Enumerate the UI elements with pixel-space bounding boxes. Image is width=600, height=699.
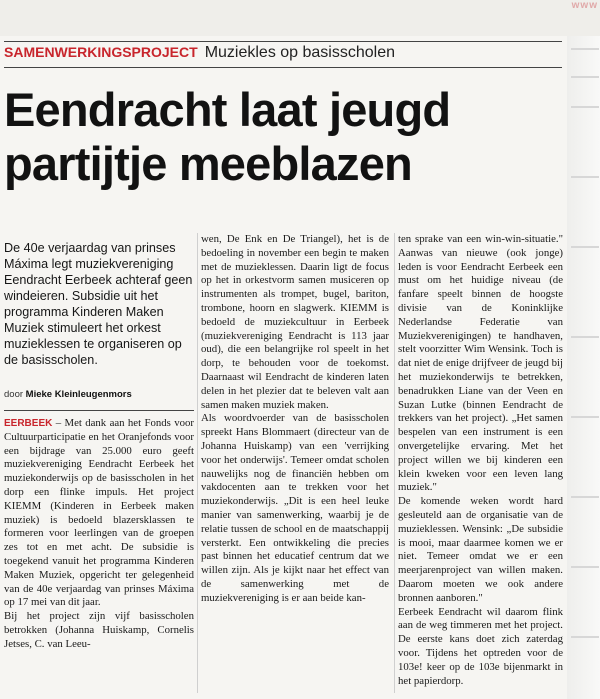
adjacent-article-edge xyxy=(567,36,600,699)
body-paragraph: ten sprake van een win-win-situatie." Aanwas van nieuwe (ook jonge) leden is voor Eendracht Eerbeek een must om het huidige niveau (de fanfare speelt binnen de hoogste divisie van de Koninklijke Nederlandse Federatie van Muziekverenigingen) te handhaven, stelt voorzitter Wim Wensink. Toch is dat niet de enige drijfveer de jeugd bij het muziekonderwijs te betrekken, benadrukken Liane van der Veen en Suzan Lutke (binnen Eendracht de trekkers van het project). „Het samen bespelen van een instrument is een onvergetelijke ervaring. Met het project willen we bij kinderen een klein kweken voor een leven lang muziek." xyxy=(398,233,563,494)
category-label: SAMENWERKINGSPROJECT xyxy=(4,44,198,60)
subcategory-label: Muziekles op basisscholen xyxy=(204,44,396,61)
byline xyxy=(4,389,204,400)
dateline: EERBEEK xyxy=(4,418,53,429)
body-paragraph: wen, De Enk en De Triangel), het is de bedoeling in november een begin te maken met de muzieklessen. Daarin ligt de focus op het in orkestvorm samen musiceren op instrumenten als trompet, bugel, bariton, trombone, hoorn en slagwerk. KIEMM is bedoeld de muziekcultuur in Eerbeek (muziekvereniging Eendracht is 113 jaar oud), die een belangrijke rol speelt in het dorp, te behouden voor de toekomst. Daarnaast wil Eendracht de kinderen laten delen in het plezier dat te beleven valt aan samen maken muziek maken. xyxy=(201,233,389,411)
body-column-1 xyxy=(4,417,194,652)
body-paragraph: De komende weken wordt hard gesleuteld aan de organisatie van de muzieklessen. Wensink: „De subsidie is mooi, maar daarmee komen we er niet. Temeer omdat we er een meerjarenproject van willen maken. Daarom moeten we ook andere bronnen aanboren." xyxy=(398,495,563,604)
byline-prefix: door xyxy=(4,389,24,400)
body-column-3 xyxy=(398,233,563,688)
column-divider xyxy=(394,233,395,693)
intro-paragraph: De 40e verjaardag van prinses Máxima legt muziekvereniging Eendracht Eerbeek achteraf geen windeieren. Subsidie uit het programma Kinderen Maken Muziek stimuleert het orkest muzieklessen te organiseren op de basisscholen. xyxy=(4,241,193,367)
body-column-2 xyxy=(201,233,389,606)
topic-bar xyxy=(4,44,395,62)
topic-rule xyxy=(4,67,562,68)
body-paragraph: Bij het project zijn vijf basisscholen betrokken (Johanna Huiskamp, Cornelis Jetses, C. van Leeu- xyxy=(4,610,194,650)
body-paragraph: Als woordvoerder van de basisscholen spreekt Hans Blommaert (directeur van de Johanna Huiskamp) van een 'verrijking voor het onderwijs'. Temeer omdat scholen nauwelijks nog de financiën hebben om vakdocenten aan te trekken voor het muziekonderwijs. „Dit is een heel leuke manier van samenwerking, waarbij je de relatie tussen de school en de maatschappij versterkt. Een ontwikkeling die precies past binnen het educatief centrum dat we willen zijn. Als je kijkt naar het effect van de samenwerking met de muziekvereniging is er aan beide kan- xyxy=(201,412,389,604)
byline-author: Mieke Kleinleugenmors xyxy=(25,389,132,400)
headline-line-1: Eendracht laat jeugd xyxy=(4,83,451,136)
headline xyxy=(4,83,569,191)
column-divider xyxy=(197,233,198,693)
top-rule xyxy=(4,41,562,42)
byline-rule xyxy=(4,410,194,411)
neighbor-page-fragment: www xyxy=(571,0,598,11)
body-paragraph: Eerbeek Eendracht wil daarom flink aan de weg timmeren met het project. De eerste kans doet zich zaterdag voor. Tijdens het optreden voor de 103e! keer op de 103e bijenmarkt in het papierdorp. xyxy=(398,605,563,687)
headline-line-2: partijtje meeblazen xyxy=(4,137,412,190)
body-paragraph: EERBEEK – Met dank aan het Fonds voor Cultuurparticipatie en het Oranjefonds voor een bijdrage van 25.000 euro geeft muziekvereniging Eendracht Eerbeek het muziekonderwijs op de basisscholen in het dorp een flinke impuls. Het project KIEMM (Kinderen in Eerbeek maken muziek) is bedoeld blazersklassen te formeren voor leerlingen van de groepen zes tot en met acht. De subsidie is toegekend vanuit het programma Kinderen Maken Muziek, opgericht ter gelegenheid van de 40e verjaardag van prinses Máxima op 17 mei van dit jaar. xyxy=(4,417,194,609)
background-neighbor-page xyxy=(0,0,600,36)
